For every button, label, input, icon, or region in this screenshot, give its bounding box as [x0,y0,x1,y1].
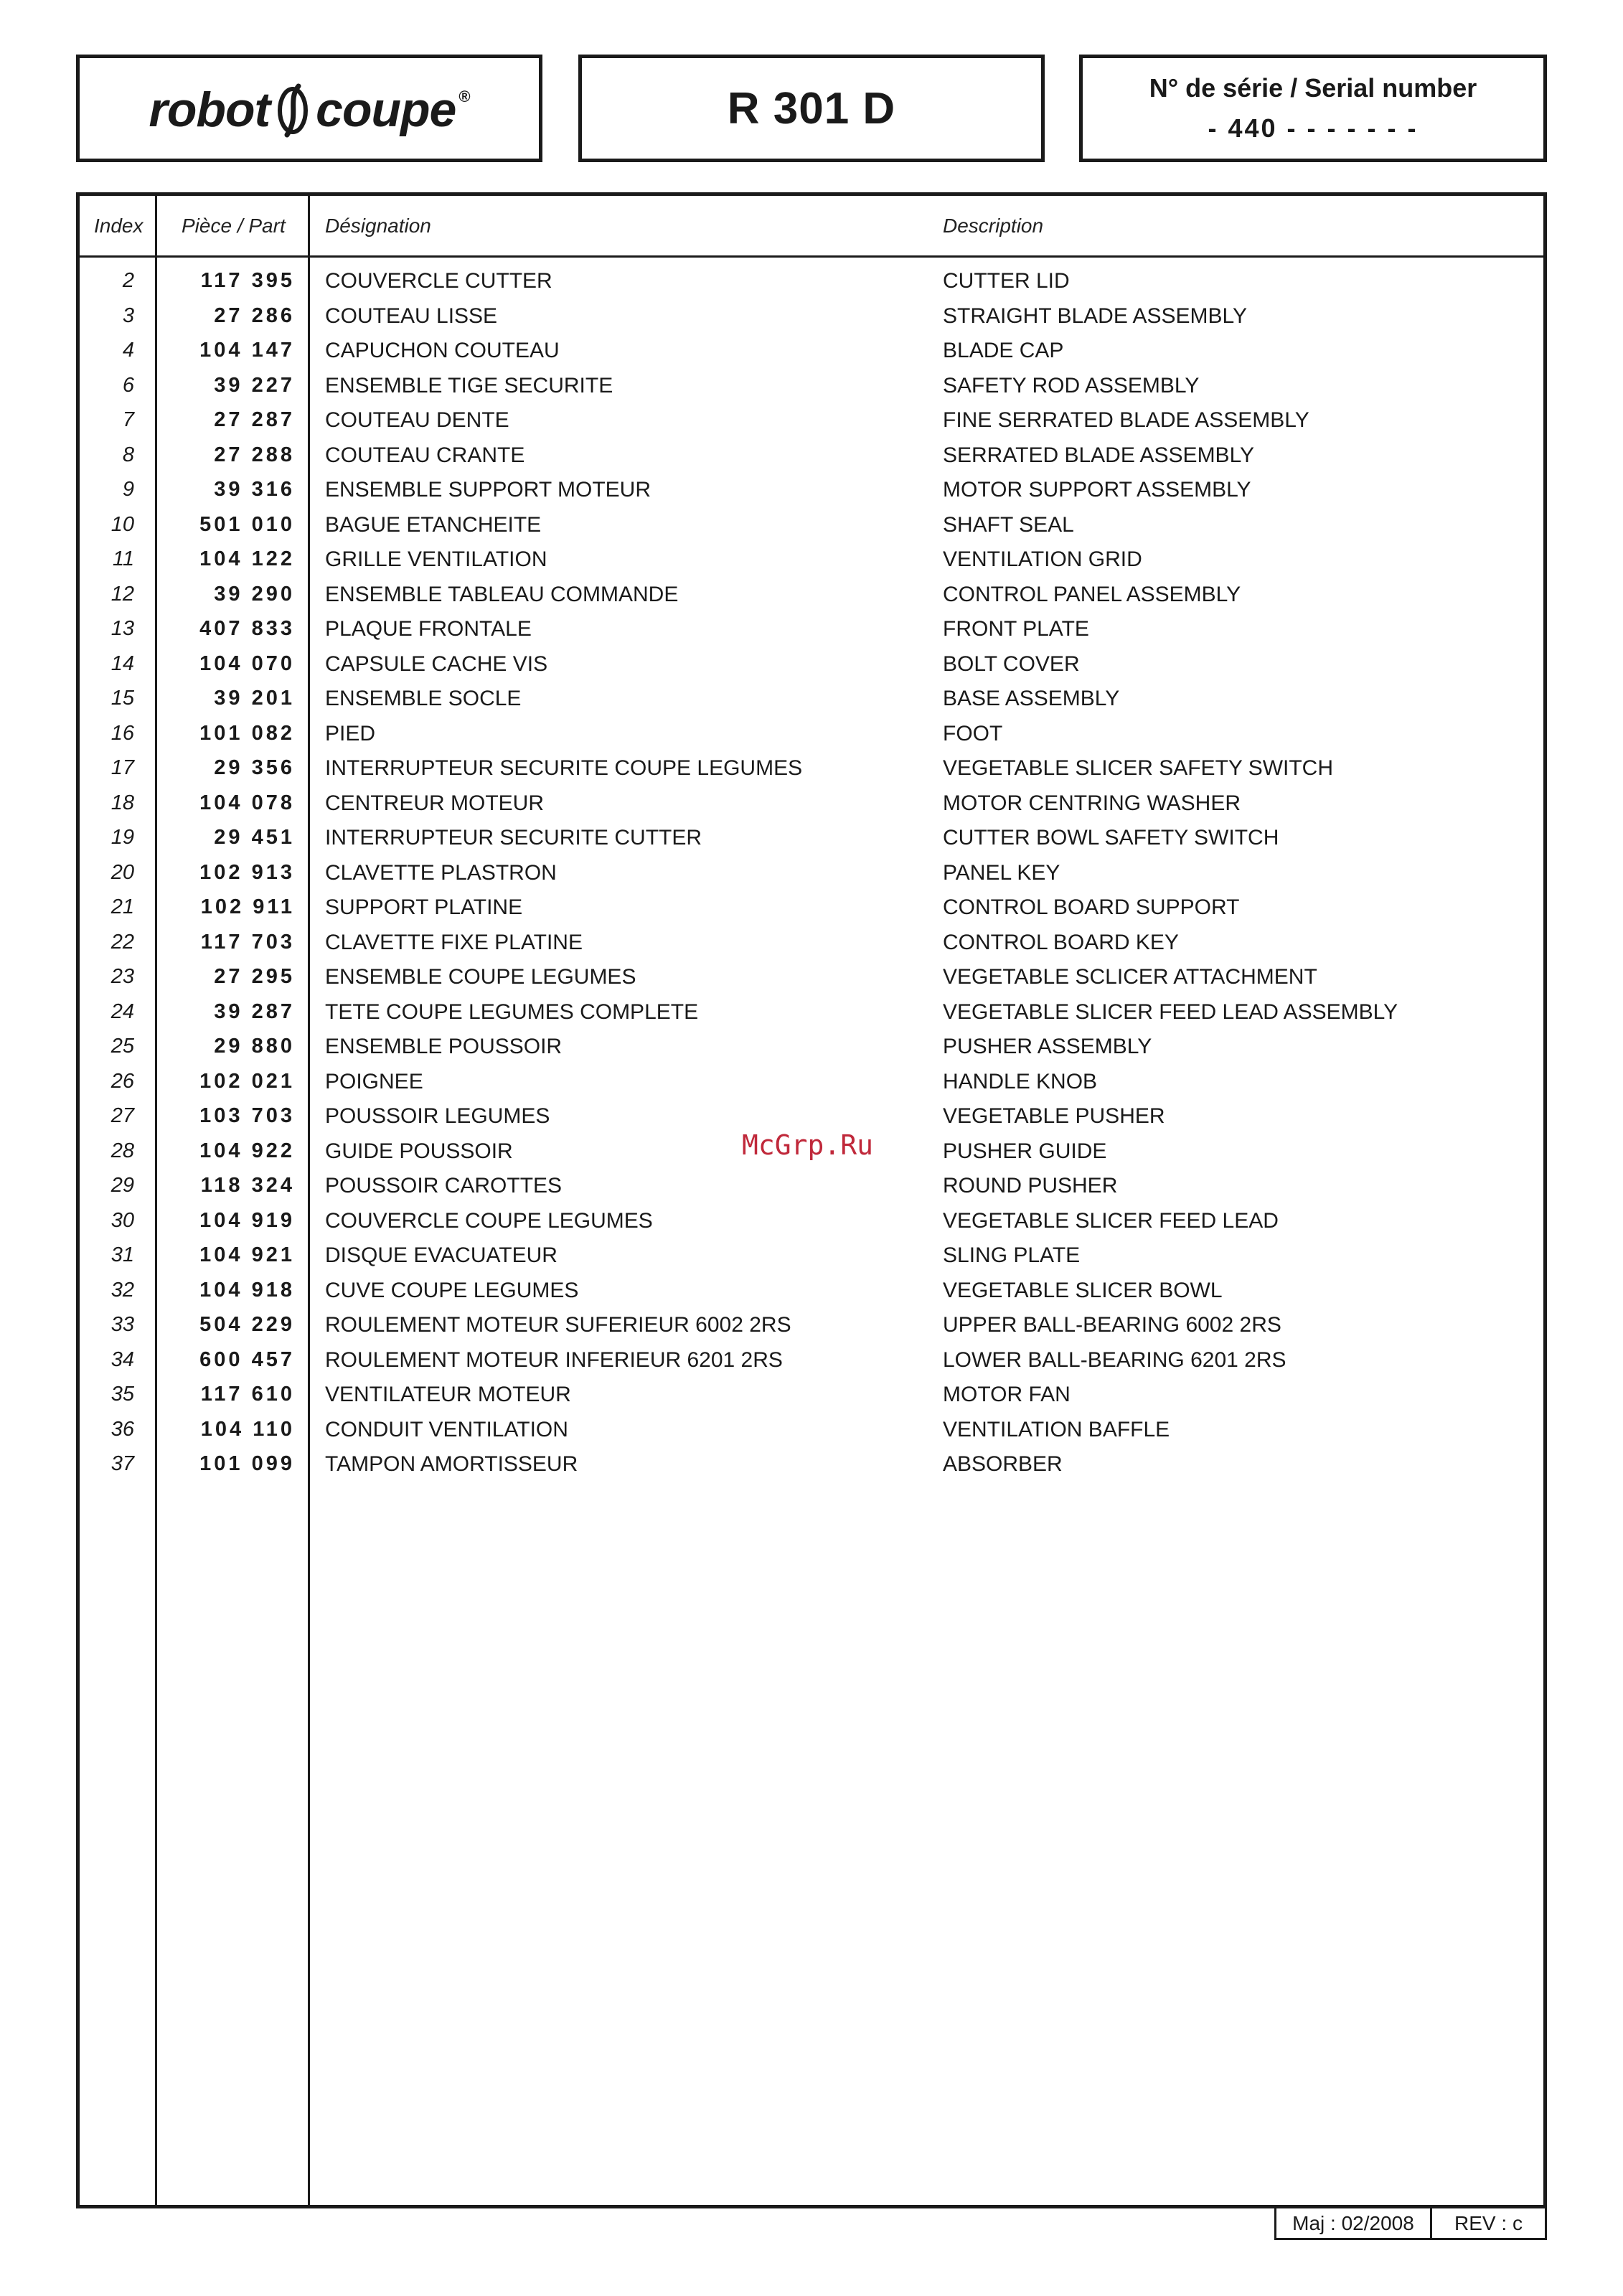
row-description: PUSHER ASSEMBLY [943,1035,1152,1058]
row-part-number: 104 919 [199,1208,295,1232]
row-designation: COUTEAU LISSE [325,304,498,328]
table-row [80,1241,1543,1276]
row-index: 22 [110,930,134,954]
row-description: VEGETABLE SCLICER ATTACHMENT [943,965,1317,989]
row-part-number: 102 913 [199,860,295,884]
table-row [80,1206,1543,1241]
row-index: 37 [110,1452,134,1475]
table-row [80,1032,1543,1067]
row-index: 18 [110,791,134,814]
row-description: LOWER BALL-BEARING 6201 2RS [943,1347,1286,1372]
row-index: 35 [110,1383,134,1406]
row-description: BASE ASSEMBLY [943,687,1120,710]
table-row [80,858,1543,893]
header-index: Index [94,215,144,237]
row-designation: GUIDE POUSSOIR [325,1139,513,1163]
row-description: CONTROL PANEL ASSEMBLY [943,582,1241,606]
row-designation: POUSSOIR CAROTTES [325,1174,563,1198]
row-part-number: 29 880 [214,1035,295,1058]
row-part-number: 39 287 [214,999,295,1023]
row-designation: ENSEMBLE POUSSOIR [325,1035,563,1058]
row-index: 25 [110,1035,134,1058]
row-designation: DISQUE EVACUATEUR [325,1243,558,1267]
row-description: BOLT COVER [943,651,1080,676]
row-part-number: 29 356 [214,756,295,779]
table-row [80,1067,1543,1102]
row-description: FOOT [943,721,1003,745]
row-description: BLADE CAP [943,339,1064,362]
row-designation: COUVERCLE COUPE LEGUMES [325,1208,653,1233]
row-index: 14 [110,651,134,675]
row-index: 12 [110,582,134,606]
table-row [80,719,1543,754]
table-row [80,266,1543,301]
row-part-number: 104 122 [199,547,295,570]
row-designation: COUVERCLE CUTTER [325,269,552,293]
row-part-number: 104 147 [199,339,295,362]
row-designation: TAMPON AMORTISSEUR [325,1452,578,1476]
table-row [80,997,1543,1032]
row-designation: SUPPORT PLATINE [325,895,523,919]
watermark: McGrp.Ru [742,1129,874,1161]
row-designation: INTERRUPTEUR SECURITE COUPE LEGUMES [325,756,803,780]
row-part-number: 39 227 [214,373,295,397]
row-designation: POUSSOIR LEGUMES [325,1104,550,1128]
row-designation: ENSEMBLE SOCLE [325,687,522,710]
table-row [80,371,1543,406]
row-part-number: 27 286 [214,304,295,327]
row-description: ROUND PUSHER [943,1174,1118,1198]
row-description: SLING PLATE [943,1243,1081,1267]
row-part-number: 39 316 [214,478,295,501]
row-designation: CLAVETTE PLASTRON [325,860,557,885]
table-row [80,580,1543,615]
row-index: 7 [122,408,134,431]
footer-revision: REV : c [1454,2211,1523,2234]
logo-text-left: robot [149,83,270,137]
parts-table [76,192,1547,2208]
footer [1274,2208,1547,2240]
table-row [80,753,1543,789]
table-row [80,1449,1543,1485]
table-row [80,789,1543,824]
row-index: 8 [122,443,134,466]
table-row [80,962,1543,997]
logo-blade-icon [271,79,314,138]
row-part-number: 27 287 [214,408,295,431]
row-index: 6 [122,373,134,397]
table-row [80,614,1543,649]
row-designation: PIED [325,721,376,745]
row-designation: POIGNEE [325,1069,423,1093]
row-designation: INTERRUPTEUR SECURITE CUTTER [325,826,702,850]
row-description: MOTOR FAN [943,1383,1071,1406]
row-index: 36 [110,1417,134,1441]
row-index: 33 [110,1313,134,1336]
table-row [80,441,1543,476]
row-description: STRAIGHT BLADE ASSEMBLY [943,304,1248,328]
row-index: 15 [110,687,134,710]
row-part-number: 407 833 [199,617,295,640]
row-designation: CONDUIT VENTILATION [325,1417,568,1441]
row-description: MOTOR SUPPORT ASSEMBLY [943,478,1251,502]
row-part-number: 27 295 [214,965,295,988]
row-index: 31 [110,1243,134,1266]
footer-date: Maj : 02/2008 [1276,2208,1432,2238]
row-designation: GRILLE VENTILATION [325,547,547,571]
logo-box [76,55,542,162]
table-row [80,336,1543,371]
row-description: FINE SERRATED BLADE ASSEMBLY [943,408,1309,432]
row-description: CUTTER BOWL SAFETY SWITCH [943,826,1279,850]
table-row [80,301,1543,337]
row-index: 16 [110,721,134,745]
row-designation: PLAQUE FRONTALE [325,617,532,641]
row-index: 2 [122,269,134,292]
table-row [80,545,1543,580]
row-description: SHAFT SEAL [943,512,1074,537]
table-row [80,1171,1543,1206]
row-description: VENTILATION BAFFLE [943,1417,1170,1441]
row-index: 29 [110,1174,134,1197]
serial-label: N° de série / Serial number [1149,73,1477,103]
row-designation: VENTILATEUR MOTEUR [325,1383,571,1406]
row-part-number: 117 703 [200,930,295,954]
row-part-number: 102 021 [199,1069,295,1093]
row-designation: ENSEMBLE SUPPORT MOTEUR [325,478,651,502]
header-description: Description [943,215,1044,237]
row-index: 34 [110,1347,134,1371]
row-designation: CAPSULE CACHE VIS [325,651,548,676]
row-designation: ROULEMENT MOTEUR INFERIEUR 6201 2RS [325,1347,783,1372]
table-row [80,823,1543,858]
row-index: 24 [110,999,134,1023]
row-part-number: 600 457 [199,1347,295,1371]
model-box [578,55,1045,162]
table-row [80,475,1543,510]
row-index: 27 [110,1104,134,1127]
row-part-number: 102 911 [200,895,295,918]
row-description: SERRATED BLADE ASSEMBLY [943,443,1255,467]
table-row [80,1310,1543,1345]
table-row [80,649,1543,684]
row-index: 13 [110,617,134,640]
row-index: 11 [112,547,134,570]
row-designation: ENSEMBLE TABLEAU COMMANDE [325,582,679,606]
row-part-number: 103 703 [199,1104,295,1127]
row-description: HANDLE KNOB [943,1069,1098,1093]
row-part-number: 501 010 [199,512,295,536]
row-index: 10 [110,512,134,536]
row-designation: ENSEMBLE COUPE LEGUMES [325,965,636,989]
row-index: 28 [110,1139,134,1162]
table-row [80,1380,1543,1415]
row-part-number: 104 922 [199,1139,295,1162]
row-description: CUTTER LID [943,269,1070,293]
row-index: 20 [110,860,134,884]
row-description: ABSORBER [943,1452,1063,1476]
row-description: VEGETABLE SLICER SAFETY SWITCH [943,756,1334,780]
row-description: PANEL KEY [943,860,1060,885]
row-designation: CLAVETTE FIXE PLATINE [325,930,583,954]
row-index: 21 [110,895,134,918]
table-row [80,510,1543,545]
table-row [80,893,1543,928]
row-part-number: 118 324 [200,1174,295,1197]
row-description: VEGETABLE PUSHER [943,1104,1165,1128]
row-part-number: 104 110 [200,1417,295,1441]
table-row [80,405,1543,441]
table-row [80,928,1543,963]
row-part-number: 104 070 [199,651,295,675]
row-index: 17 [110,756,134,779]
row-designation: ENSEMBLE TIGE SECURITE [325,373,613,397]
row-description: FRONT PLATE [943,617,1089,641]
row-description: CONTROL BOARD SUPPORT [943,895,1240,919]
row-index: 26 [110,1069,134,1093]
row-index: 4 [122,339,134,362]
row-designation: BAGUE ETANCHEITE [325,512,542,537]
row-part-number: 101 082 [199,721,295,745]
logo-text-right: coupe [316,83,456,137]
row-part-number: 29 451 [214,826,295,849]
table-body [80,266,1543,1485]
row-index: 30 [110,1208,134,1232]
row-index: 23 [110,965,134,988]
table-row [80,684,1543,719]
row-designation: CAPUCHON COUTEAU [325,339,560,362]
row-designation: TETE COUPE LEGUMES COMPLETE [325,999,699,1024]
row-description: MOTOR CENTRING WASHER [943,791,1241,815]
header-part: Pièce / Part [182,215,286,237]
table-row [80,1276,1543,1311]
row-part-number: 104 078 [199,791,295,814]
row-description: CONTROL BOARD KEY [943,930,1179,954]
header-designation: Désignation [325,215,431,237]
row-description: UPPER BALL-BEARING 6002 2RS [943,1313,1281,1337]
row-index: 9 [122,478,134,501]
serial-value: - 440 - - - - - - - [1208,113,1419,143]
row-part-number: 27 288 [214,443,295,466]
header-rule [80,255,1543,258]
row-part-number: 104 918 [199,1278,295,1302]
model-title: R 301 D [727,83,896,133]
row-part-number: 39 201 [214,687,295,710]
table-row [80,1345,1543,1380]
row-description: VEGETABLE SLICER FEED LEAD ASSEMBLY [943,999,1398,1024]
row-part-number: 101 099 [199,1452,295,1475]
row-designation: COUTEAU DENTE [325,408,509,432]
robot-coupe-logo [149,79,469,138]
row-designation: COUTEAU CRANTE [325,443,525,467]
serial-box [1079,55,1547,162]
row-part-number: 39 290 [214,582,295,606]
row-part-number: 117 395 [200,269,295,292]
row-designation: ROULEMENT MOTEUR SUFERIEUR 6002 2RS [325,1313,791,1337]
row-part-number: 117 610 [200,1383,295,1406]
row-index: 19 [110,826,134,849]
row-description: PUSHER GUIDE [943,1139,1107,1163]
row-description: VEGETABLE SLICER FEED LEAD [943,1208,1279,1233]
row-index: 3 [122,304,134,327]
row-part-number: 104 921 [199,1243,295,1266]
row-index: 32 [110,1278,134,1302]
row-description: SAFETY ROD ASSEMBLY [943,373,1200,397]
table-row [80,1415,1543,1450]
row-part-number: 504 229 [199,1313,295,1336]
row-description: VEGETABLE SLICER BOWL [943,1278,1223,1302]
row-designation: CUVE COUPE LEGUMES [325,1278,579,1302]
row-description: VENTILATION GRID [943,547,1142,571]
registered-mark: ® [458,88,470,105]
row-designation: CENTREUR MOTEUR [325,791,544,815]
